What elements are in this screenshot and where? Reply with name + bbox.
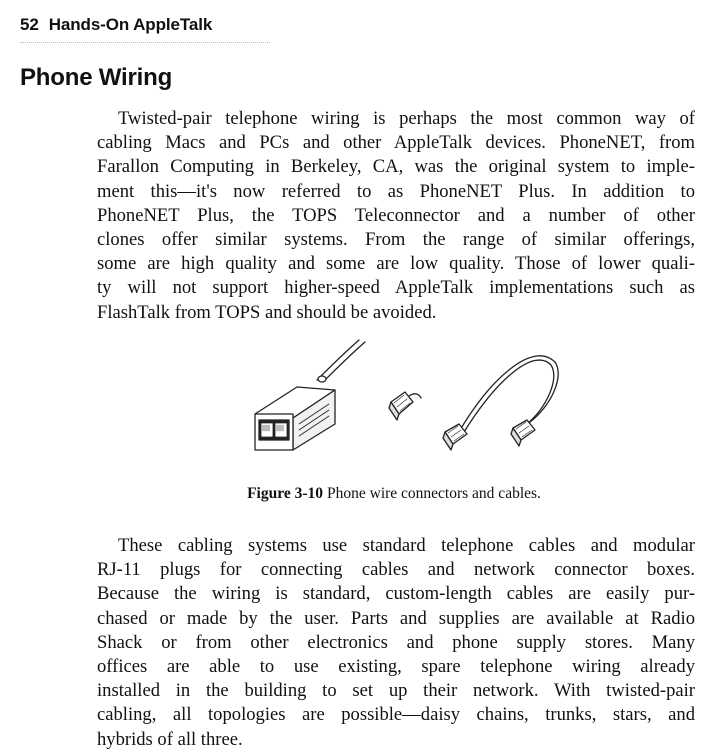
text-line: hybrids of all three.	[97, 728, 243, 750]
page-number: 52	[20, 15, 39, 34]
text-line: Because the wiring is standard, custom-length cables are easily pur-	[97, 583, 695, 605]
network-connector-box	[255, 387, 335, 450]
text-line: RJ-11 plugs for connecting cables and network connector boxes.	[97, 559, 695, 581]
text-line: ty will not support higher-speed AppleTalk implementations such as	[97, 277, 695, 299]
text-line: clones offer similar systems. From the range of similar offerings,	[97, 229, 695, 251]
figure-caption	[0, 485, 713, 503]
running-head	[20, 15, 212, 35]
text-line: chased or made by the user. Parts and supplies are available at Radio	[97, 607, 695, 629]
phone-cable	[460, 356, 558, 432]
text-line: some are high quality and some are low quality. Those of lower quali-	[97, 253, 695, 275]
connector-box-cable	[317, 340, 365, 382]
text-line: offices are able to use existing, spare telephone wiring already	[97, 656, 695, 678]
text-line: Twisted-pair telephone wiring is perhaps the most common way of	[118, 108, 695, 129]
paragraph-2	[97, 534, 695, 752]
rj11-plug	[389, 392, 421, 420]
text-line: cabling, all topologies are possible—daisy chains, trunks, stars, and	[97, 704, 695, 726]
header-rule	[20, 42, 270, 43]
rj11-plug-left	[443, 424, 467, 450]
text-line: cabling Macs and PCs and other AppleTalk devices. PhoneNET, from	[97, 132, 695, 154]
text-line: PhoneNET Plus, the TOPS Teleconnector and a number of other	[97, 204, 695, 226]
paragraph-1	[97, 107, 695, 325]
text-line: Farallon Computing in Berkeley, CA, was the original system to imple-	[97, 156, 695, 178]
text-line: Shack or from other electronics and phone supply stores. Many	[97, 631, 695, 653]
phone-connectors-illustration	[235, 332, 575, 452]
section-title: Phone Wiring	[20, 64, 173, 91]
figure-label: Figure 3-10	[247, 485, 323, 502]
book-title: Hands-On AppleTalk	[48, 15, 213, 34]
figure-caption-text: Phone wire connectors and cables.	[327, 485, 541, 502]
text-line: FlashTalk from TOPS and should be avoided.	[97, 301, 437, 323]
text-line: ment this—it's now referred to as PhoneNET Plus. In addition to	[97, 180, 695, 202]
text-line: installed in the building to set up their network. With twisted-pair	[97, 680, 695, 702]
text-line: These cabling systems use standard telephone cables and modular	[118, 535, 695, 556]
rj11-plug-right	[511, 420, 535, 446]
